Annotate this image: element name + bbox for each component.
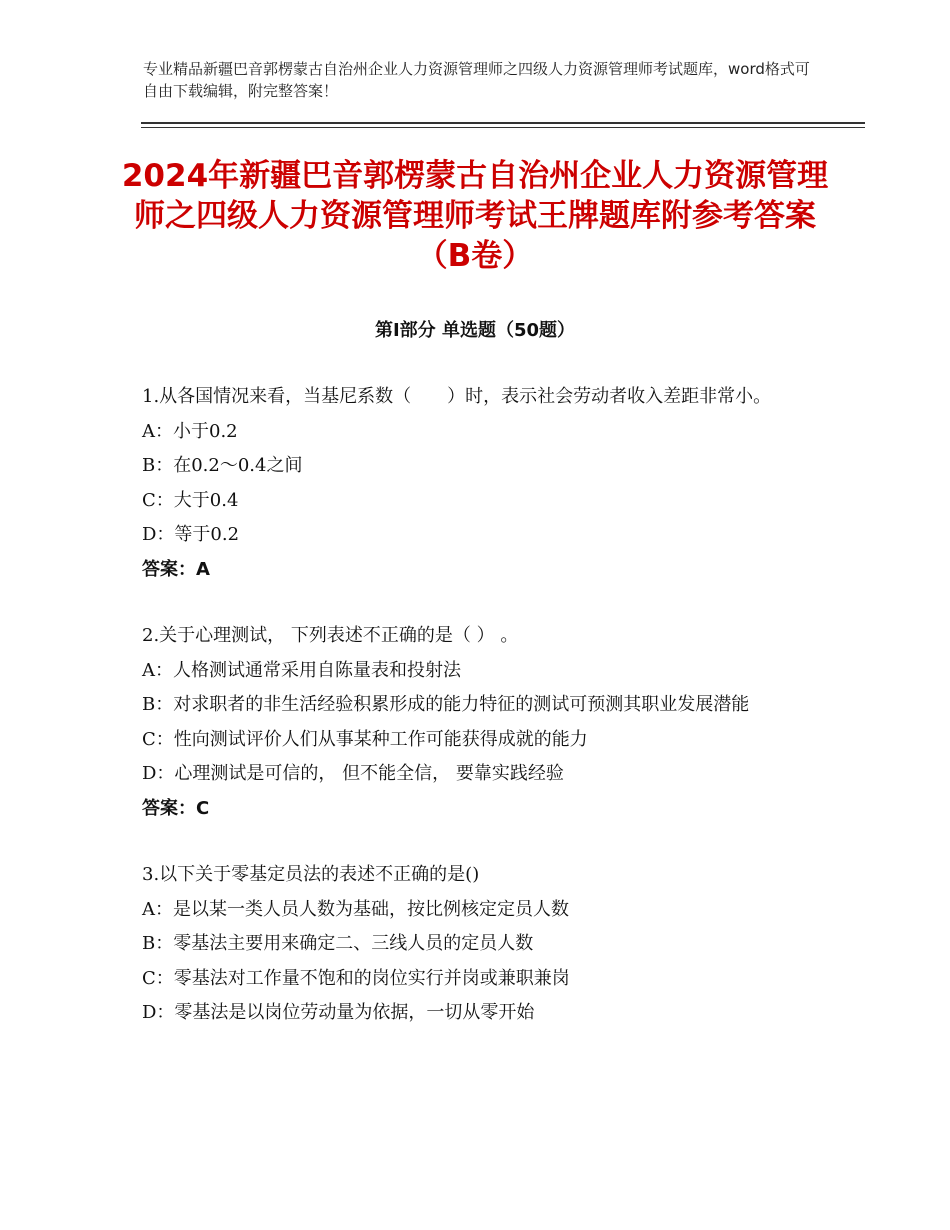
header-divider-thin	[141, 127, 865, 128]
option-b: B：在0.2～0.4之间	[142, 455, 303, 476]
option-c: C：性向测试评价人们从事某种工作可能获得成就的能力	[142, 728, 588, 750]
question-list	[142, 380, 822, 1063]
question-stem: 2.关于心理测试， 下列表述不正确的是（ ） 。	[142, 625, 519, 646]
question-stem: 1.从各国情况来看，当基尼系数（ ）时，表示社会劳动者收入差距非常小。	[142, 386, 772, 407]
question-3	[142, 858, 822, 1031]
answer: 答案：C	[142, 797, 210, 819]
option-a: A：小于0.2	[142, 420, 238, 442]
header-divider	[141, 122, 865, 124]
option-b: B：零基法主要用来确定二、三线人员的定员人数	[142, 933, 534, 954]
option-d: D：零基法是以岗位劳动量为依据，一切从零开始	[142, 1002, 535, 1023]
option-c: C：大于0.4	[142, 489, 239, 511]
option-d: D：等于0.2	[142, 524, 240, 545]
option-b: B：对求职者的非生活经验积累形成的能力特征的测试可预测其职业发展潜能	[142, 694, 750, 715]
answer: 答案：A	[142, 558, 210, 580]
option-a: A：人格测试通常采用自陈量表和投射法	[142, 659, 461, 681]
header-note: 专业精品新疆巴音郭楞蒙古自治州企业人力资源管理师之四级人力资源管理师考试题库，word格式可自由下载编辑，附完整答案！	[143, 60, 810, 100]
document-title: 2024年新疆巴音郭楞蒙古自治州企业人力资源管理师之四级人力资源管理师考试王牌题库附参考答案（B卷）	[121, 158, 829, 274]
option-a: A：是以某一类人员人数为基础，按比例核定定员人数	[142, 898, 569, 920]
option-c: C：零基法对工作量不饱和的岗位实行并岗或兼职兼岗	[142, 967, 570, 989]
section-title: 第Ⅰ部分 单选题（50题）	[374, 320, 575, 341]
question-stem: 3.以下关于零基定员法的表述不正确的是()	[142, 864, 480, 885]
question-1	[142, 380, 822, 587]
question-2	[142, 619, 822, 826]
option-d: D：心理测试是可信的， 但不能全信， 要靠实践经验	[142, 763, 564, 784]
